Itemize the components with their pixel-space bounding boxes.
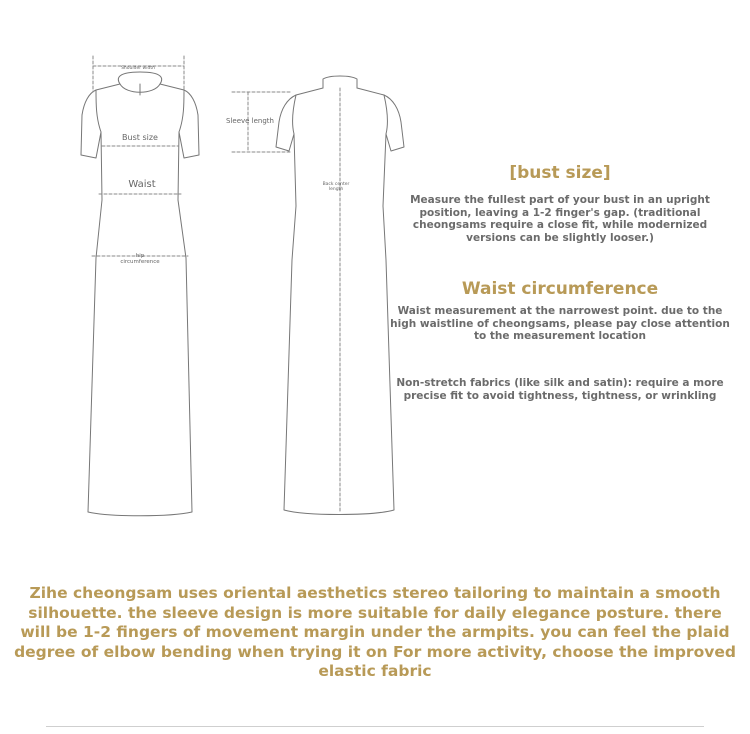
shoulder-width-label: Shoulder width bbox=[121, 66, 155, 71]
tailoring-description: Zihe cheongsam uses oriental aesthetics stereo tailoring to maintain a smooth silhouette. the sleeve design is more suitable for daily elegance posture. there will be 1-2 fingers of movement margin under the armpits. you can feel the plaid degree of elbow bending when trying it on For more activity, choose the improved elastic fabric bbox=[14, 584, 736, 680]
hip-label-line2: circumference bbox=[120, 259, 160, 265]
hip-label: hip bbox=[135, 253, 145, 259]
back-length-label-line2: length bbox=[328, 187, 344, 192]
waist-label: Waist bbox=[128, 179, 156, 190]
sleeve-length-label: Sleeve length bbox=[226, 117, 274, 125]
waist-heading: Waist circumference bbox=[461, 279, 659, 299]
divider bbox=[46, 726, 704, 727]
fabric-note: Non-stretch fabrics (like silk and satin): require a more precise fit to avoid tightness, tightness, or wrinkling bbox=[396, 377, 724, 402]
bust-size-heading: [bust size] bbox=[509, 163, 611, 183]
back-length-label: Back center bbox=[322, 182, 350, 187]
waist-description: Waist measurement at the narrowest point. due to the high waistline of cheongsams, please pay close attention to the measurement location bbox=[390, 305, 730, 342]
cheongsam-sketch bbox=[0, 0, 420, 540]
bust-size-description: Measure the fullest part of your bust in an upright position, leaving a 1-2 finger's gap. (traditional cheongsams require a close fit, while modernized versions can be slightly looser.) bbox=[410, 194, 710, 244]
bust-size-label: Bust size bbox=[122, 133, 158, 142]
